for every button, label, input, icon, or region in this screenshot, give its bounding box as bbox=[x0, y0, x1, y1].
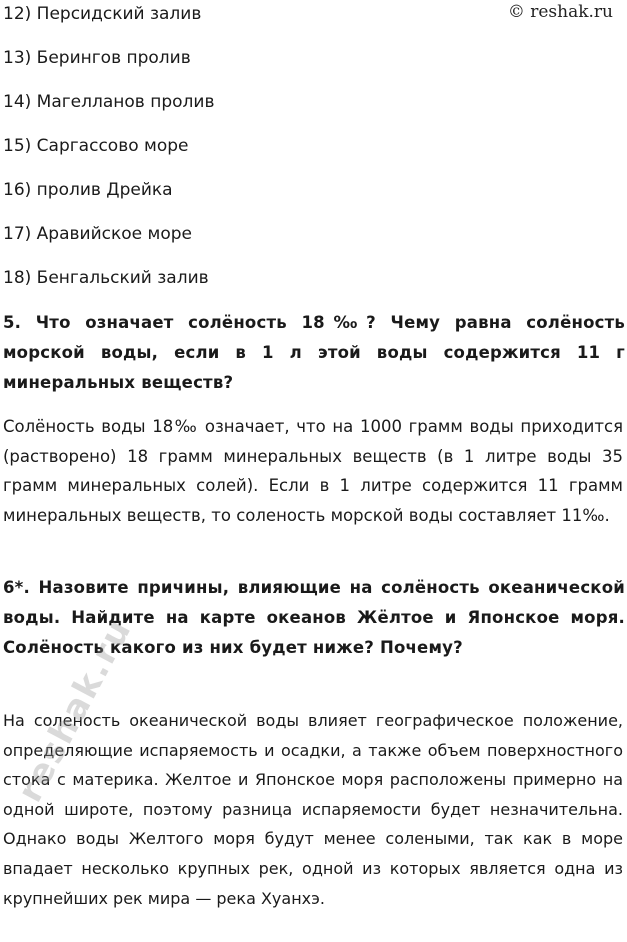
list-item: 15) Саргассово море bbox=[3, 136, 189, 156]
list-item: 16) пролив Дрейка bbox=[3, 180, 173, 200]
question-6: 6*. Назовите причины, влияющие на солёность океанической воды. Найдите на карте океанов Жёлтое и Японское моря. Солёность какого из них будет ниже? Почему? bbox=[3, 578, 625, 657]
list-item: 12) Персидский залив bbox=[3, 4, 202, 24]
list-item: 17) Аравийское море bbox=[3, 224, 192, 244]
answer-6: На соленость океанической воды влияет географическое положение, определяющие испаряемость и осадки, а также объем поверхностного стока с материка. Желтое и Японское моря расположены примерно на одной широте, поэтому разница испаряемости будет незначительна. Однако воды Желтого моря будут менее солеными, так как в море впадает несколько крупных рек, одной из которых является одна из крупнейших рек мира — река Хуанхэ. bbox=[3, 711, 623, 908]
question-5: 5. Что означает солёность 18‰? Чему равна солёность морской воды, если в 1 л этой воды содержится 11 г минеральных веществ? bbox=[3, 313, 625, 392]
diagonal-watermark: reshak.ru bbox=[10, 611, 141, 809]
list-item: 18) Бенгальский залив bbox=[3, 268, 209, 288]
answer-5: Солёность воды 18‰ означает, что на 1000 грамм воды приходится (растворено) 18 грамм минеральных веществ (в 1 литре воды 35 грамм минеральных солей). Если в 1 литре содержится 11 грамм минеральных веществ, то соленость морской воды составляет 11‰. bbox=[3, 417, 623, 525]
list-item: 14) Магелланов пролив bbox=[3, 92, 215, 112]
site-watermark: © reshak.ru bbox=[507, 2, 613, 22]
list-item: 13) Берингов пролив bbox=[3, 48, 191, 68]
